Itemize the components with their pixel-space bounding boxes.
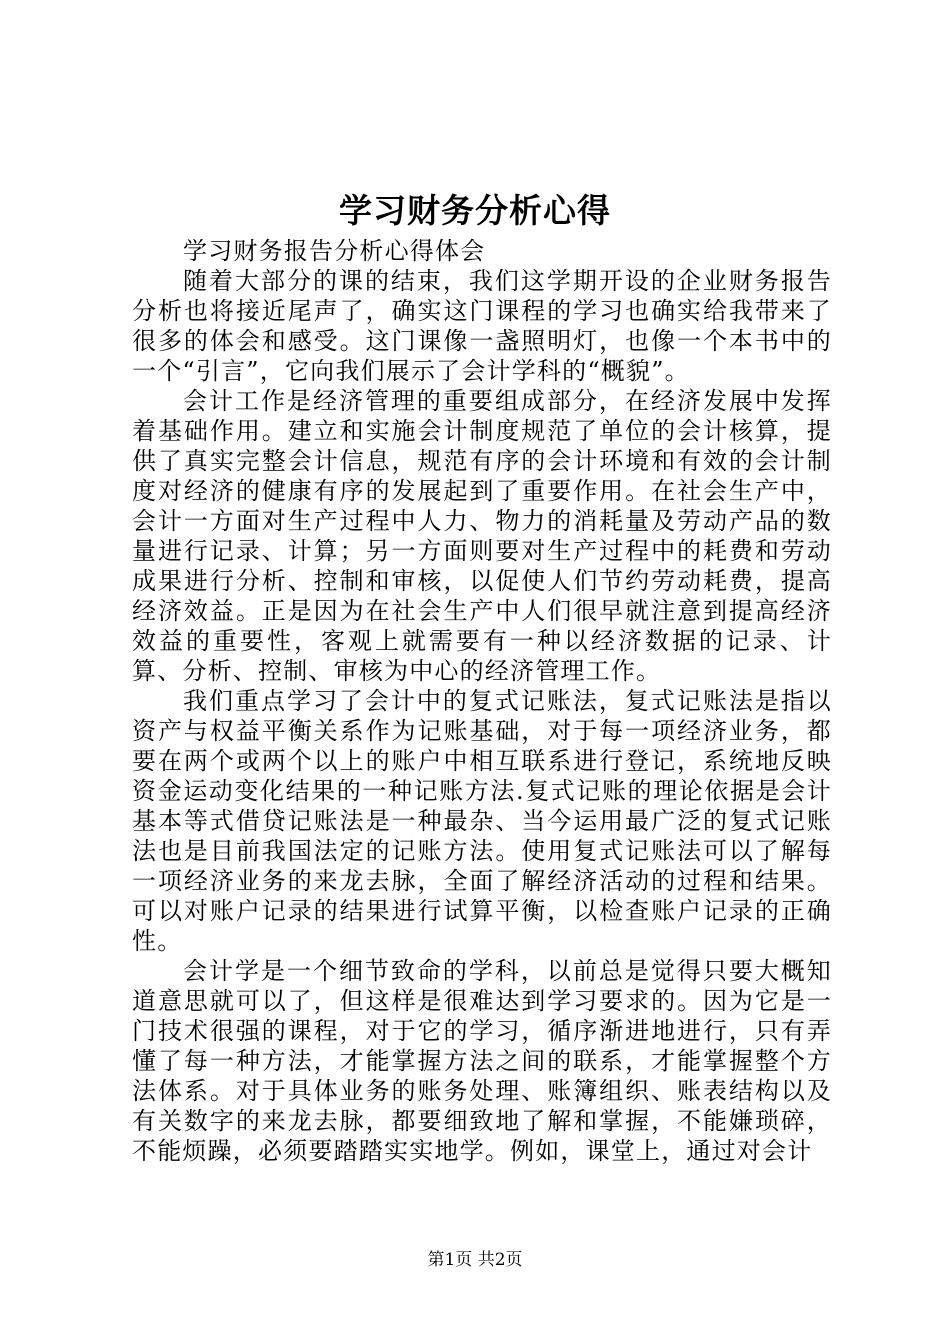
page-footer: 第1页 共2页 (427, 1250, 523, 1270)
document-body (132, 236, 832, 1166)
body-paragraph: 会计学是一个细节致命的学科，以前总是觉得只要大概知道意思就可以了，但这样是很难达到学习要求的。因为它是一门技术很强的课程，对于它的学习，循序渐进地进行，只有弄懂了每一种方法，才能掌握方法之间的联系，才能掌握整个方法体系。对于具体业务的账务处理、账簿组织、账表结构以及有关数字的来龙去脉，都要细致地了解和掌握，不能嫌琐碎，不能烦躁，必须要踏踏实实地学。例如，课堂上，通过对会计 (132, 957, 832, 1165)
subtitle-paragraph: 学习财务报告分析心得体会 (183, 237, 486, 265)
body-paragraph: 我们重点学习了会计中的复式记账法，复式记账法是指以资产与权益平衡关系作为记账基础，对于每一项经济业务，都要在两个或两个以上的账户中相互联系进行登记，系统地反映资金运动变化结果的一种记账方法.复式记账的理论依据是会计基本等式借贷记账法是一种最杂、当今运用最广泛的复式记账法也是目前我国法定的记账方法。使用复式记账法可以了解每一项经济业务的来龙去脉，全面了解经济活动的过程和结果。可以对账户记录的结果进行试算平衡，以检查账户记录的正确性。 (132, 687, 832, 955)
body-paragraph: 随着大部分的课的结束，我们这学期开设的企业财务报告分析也将接近尾声了，确实这门课程的学习也确实给我带来了很多的体会和感受。这门课像一盏照明灯，也像一个本书中的一个“引言”，它向我们展示了会计学科的“概貌”。 (132, 267, 832, 385)
document-title: 学习财务分析心得 (339, 191, 611, 230)
body-paragraph: 会计工作是经济管理的重要组成部分，在经济发展中发挥着基础作用。建立和实施会计制度规范了单位的会计核算，提供了真实完整会计信息，规范有序的会计环境和有效的会计制度对经济的健康有序的发展起到了重要作用。在社会生产中，会计一方面对生产过程中人力、物力的消耗量及劳动产品的数量进行记录、计算；另一方面则要对生产过程中的耗费和劳动成果进行分析、控制和审核，以促使人们节约劳动耗费，提高经济效益。正是因为在社会生产中人们很早就注意到提高经济效益的重要性，客观上就需要有一种以经济数据的记录、计算、分析、控制、审核为中心的经济管理工作。 (132, 387, 832, 685)
